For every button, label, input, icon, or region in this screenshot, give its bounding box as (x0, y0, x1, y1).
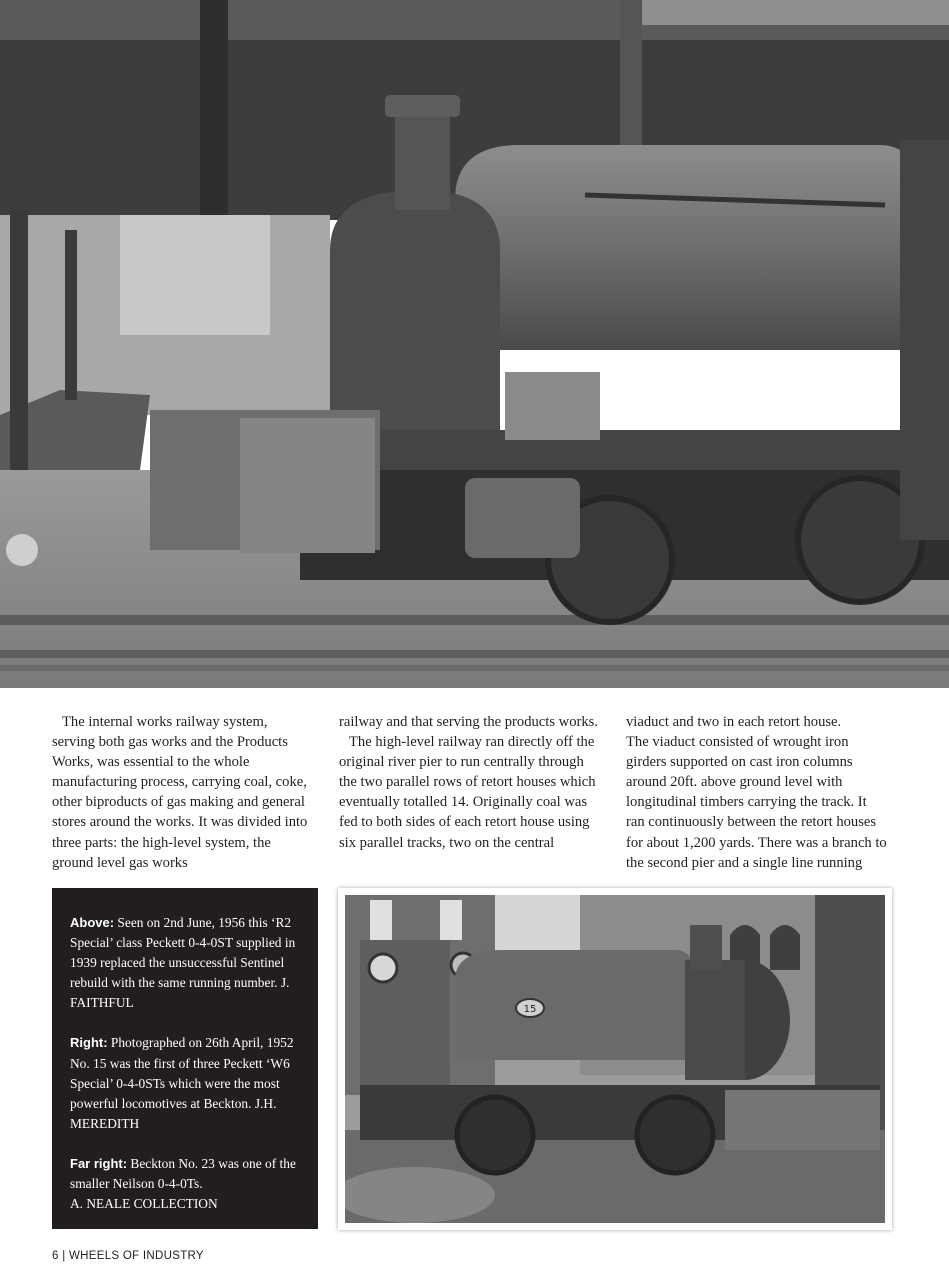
article-paragraph: The high-level railway ran directly off the original river pier to run centrally through the two parallel rows of retort houses which eventually totalled 14. Originally coal was fed to both sides of each retort house using six parallel tracks, two on the central (339, 734, 596, 851)
article-paragraph: The internal works railway system, serving both gas works and the Products Works, was essential to the whole manufacturing process, carrying coal, coke, other biproducts of gas making and general stores around the works. It was divided into three parts: the high-level system, the ground level gas works (52, 714, 308, 871)
caption-credit: J. FAITHFUL (70, 975, 290, 1011)
caption-credit: A. NEALE COLLECTION (70, 1196, 218, 1212)
caption-box (52, 888, 318, 1229)
caption-text: Seen on 2nd June, 1956 this ‘R2 Special’ class Peckett 0-4-0ST supplied in 1939 replaced the unsuccessful Sentinel rebuild with the same running number. (70, 915, 296, 991)
number-plate-text: 15 (523, 1004, 537, 1015)
caption-right (70, 1033, 302, 1133)
article-column-1 (52, 712, 314, 873)
caption-text: Photographed on 26th April, 1952 No. 15 was the first of three Peckett ‘W6 Special’ 0-4-0STs which were the most powerful locomotives at Beckton. (70, 1035, 294, 1111)
article-paragraph: viaduct and two in each retort house. (626, 714, 842, 730)
caption-credit: J.H. MEREDITH (70, 1095, 277, 1131)
page-number: 6 (52, 1250, 59, 1262)
photo-frame (338, 888, 892, 1230)
article-paragraph: railway and that serving the products works. (339, 714, 598, 730)
caption-text: Beckton No. 23 was one of the smaller Neilson 0-4-0Ts. (70, 1155, 296, 1192)
bottom-locomotive-photo (345, 895, 885, 1223)
article-column-3 (626, 712, 888, 873)
article-paragraph: The viaduct consisted of wrought iron girders supported on cast iron columns around 20ft. above ground level with longitudinal timbers carrying the track. It ran continuously between the retort houses for about 1,200 yards. There was a branch to the second pier and a single line running (626, 734, 887, 871)
footer-separator: | (62, 1250, 66, 1262)
caption-lead: Above: (70, 915, 115, 930)
article-column-2 (339, 712, 601, 853)
caption-lead: Right: (70, 1035, 108, 1051)
caption-above (70, 913, 302, 1013)
publication-title: WHEELS OF INDUSTRY (69, 1250, 204, 1262)
page-footer (52, 1250, 204, 1262)
caption-far-right (70, 1154, 302, 1214)
caption-lead: Far right: (70, 1155, 128, 1171)
